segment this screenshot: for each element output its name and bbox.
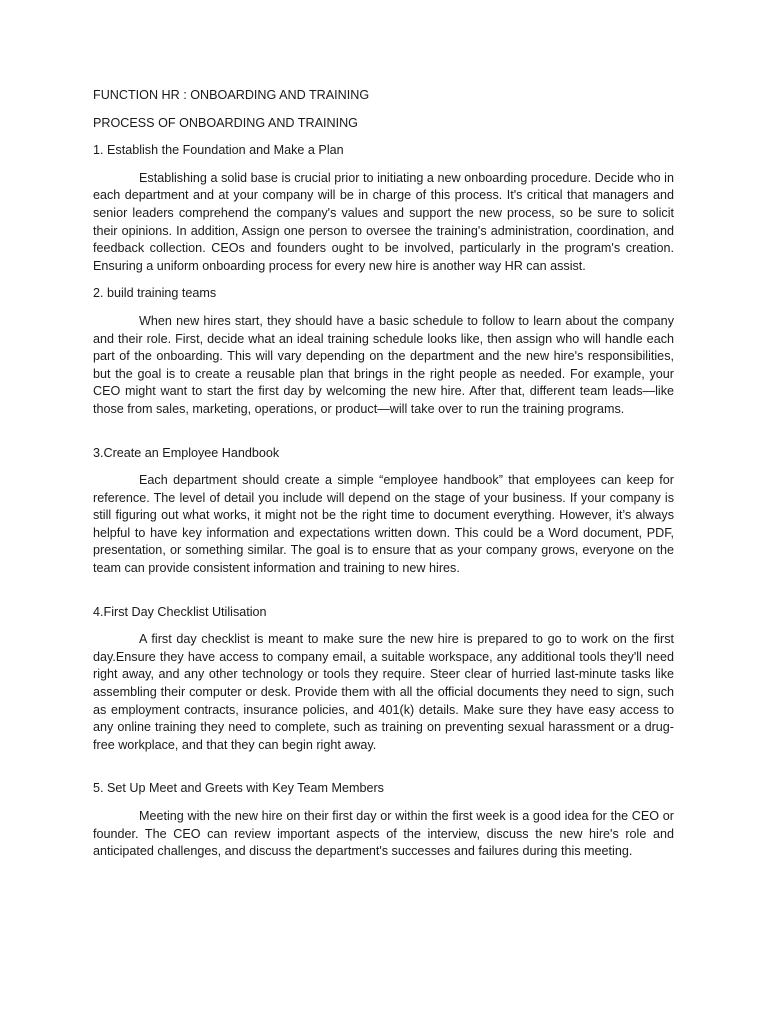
section-heading-2: 2. build training teams: [93, 286, 217, 301]
document-title: FUNCTION HR : ONBOARDING AND TRAINING: [93, 88, 370, 102]
section-heading-5: 5. Set Up Meet and Greets with Key Team Members: [93, 781, 384, 796]
section-body-3: Each department should create a simple “employee handbook” that employees can keep for reference. The level of detail you include will depend on the stage of your business. If your company is still figuring out what works, it might not be the right time to document everything. However, it’s always helpful to have key information and expectations written down. This could be a Word document, PDF, presentation, or something similar. The goal is to ensure that as your company grows, everyone on the team can provide consistent information and training to new hires.: [93, 473, 674, 576]
section-body-4: A first day checklist is meant to make sure the new hire is prepared to go to work on the first day.Ensure they have access to company email, a suitable workspace, any additional tools they'll need right away, and any other technology or tools they require. Steer clear of hurried last-minute tasks like assembling their computer or desk. Provide them with all the official documents they need to sign, such as employment contracts, insurance policies, and 401(k) details. Make sure they have easy access to any online training they need to complete, such as training on preventing sexual harassment or a drug-free workplace, and that they can begin right away.: [93, 632, 674, 752]
document-subtitle: PROCESS OF ONBOARDING AND TRAINING: [93, 115, 358, 130]
section-body-5: Meeting with the new hire on their first day or within the first week is a good idea for the CEO or founder. The CEO can review important aspects of the interview, discuss the new hire's role and anticipated challenges, and discuss the department's successes and failures during this meeting.: [93, 809, 674, 859]
section-heading-4: 4.First Day Checklist Utilisation: [93, 604, 267, 619]
section-heading-1: 1. Establish the Foundation and Make a Plan: [93, 143, 344, 158]
section-heading-3: 3.Create an Employee Handbook: [93, 445, 280, 460]
section-body-2: When new hires start, they should have a basic schedule to follow to learn about the company and their role. First, decide what an ideal training schedule looks like, then assign who will handle each part of the onboarding. This will vary depending on the department and the new hire's responsibilities, but the goal is to create a reusable plan that brings in the right people as needed. For example, your CEO might want to start the first day by welcoming the new hire. After that, different team leads—like those from sales, marketing, operations, or product—will take over to run the training programs.: [93, 313, 674, 416]
document-page: [93, 87, 674, 871]
section-body-1: Establishing a solid base is crucial prior to initiating a new onboarding procedure. Decide who in each department and at your company will be in charge of this process. It's critical that managers and senior leaders comprehend the company's values and support the new process, so be sure to solicit their opinions. In addition, Assign one person to oversee the training's administration, coordination, and feedback collection. CEOs and founders ought to be involved, particularly in the program's creation. Ensuring a uniform onboarding process for every new hire is another way HR can assist.: [93, 170, 674, 273]
